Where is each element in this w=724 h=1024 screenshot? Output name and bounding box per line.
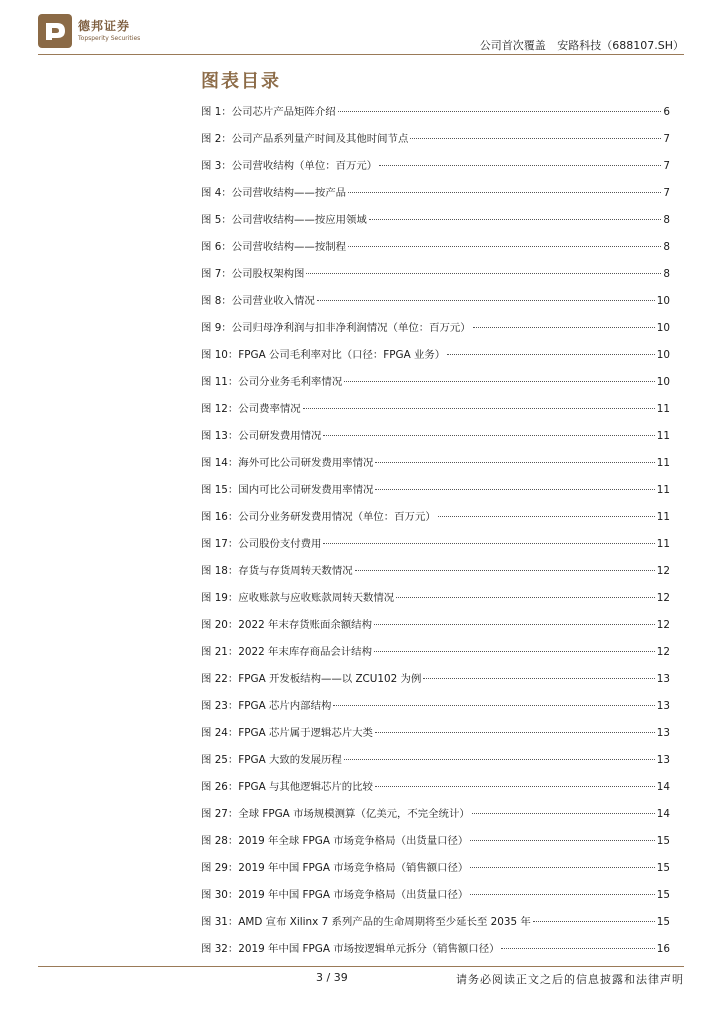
toc-entry-page: 13 <box>656 754 670 766</box>
toc-leader-dots <box>375 462 654 463</box>
toc-entry-page: 15 <box>656 889 670 901</box>
toc-entry-label: 图 22：FPGA 开发板结构——以 ZCU102 为例 <box>201 673 422 685</box>
toc-leader-dots <box>355 570 655 571</box>
toc-leader-dots <box>375 489 654 490</box>
toc-entry[interactable] <box>201 754 670 781</box>
toc-entry-page: 10 <box>656 349 670 361</box>
toc-leader-dots <box>344 759 655 760</box>
toc-entry-page: 11 <box>656 403 670 415</box>
toc-entry-label: 图 9：公司归母净利润与扣非净利润情况（单位：百万元） <box>201 322 471 334</box>
toc-entry-page: 7 <box>663 187 670 199</box>
page-header <box>0 0 724 62</box>
toc-entry-page: 10 <box>656 295 670 307</box>
toc-entry-page: 10 <box>656 376 670 388</box>
toc-leader-dots <box>410 138 661 139</box>
figure-toc-list <box>201 106 670 970</box>
toc-entry-page: 11 <box>656 484 670 496</box>
toc-entry-label: 图 2：公司产品系列量产时间及其他时间节点 <box>201 133 409 145</box>
toc-leader-dots <box>501 948 654 949</box>
toc-leader-dots <box>344 381 655 382</box>
toc-entry-label: 图 15：国内可比公司研发费用率情况 <box>201 484 374 496</box>
toc-entry-page: 7 <box>663 160 670 172</box>
toc-leader-dots <box>533 921 655 922</box>
toc-entry-label: 图 20：2022 年末存货账面余额结构 <box>201 619 372 631</box>
toc-entry[interactable] <box>201 835 670 862</box>
toc-entry-label: 图 8：公司营业收入情况 <box>201 295 315 307</box>
toc-entry[interactable] <box>201 268 670 295</box>
toc-leader-dots <box>374 624 655 625</box>
toc-entry[interactable] <box>201 187 670 214</box>
toc-entry-label: 图 18：存货与存货周转天数情况 <box>201 565 353 577</box>
report-meta <box>472 37 684 53</box>
toc-entry-label: 图 7：公司股权架构图 <box>201 268 305 280</box>
toc-entry-page: 11 <box>656 538 670 550</box>
logo-english-name: Topsperity Securities <box>78 35 141 42</box>
toc-entry[interactable] <box>201 646 670 673</box>
toc-entry[interactable] <box>201 349 670 376</box>
toc-entry[interactable] <box>201 862 670 889</box>
toc-entry[interactable] <box>201 673 670 700</box>
toc-entry[interactable] <box>201 889 670 916</box>
toc-entry[interactable] <box>201 538 670 565</box>
toc-entry-page: 11 <box>656 430 670 442</box>
toc-leader-dots <box>447 354 655 355</box>
toc-entry-label: 图 31：AMD 宣布 Xilinx 7 系列产品的生命周期将至少延长至 2035 年 <box>201 916 531 928</box>
toc-leader-dots <box>333 705 654 706</box>
toc-entry-label: 图 16：公司分业务研发费用情况（单位：百万元） <box>201 511 436 523</box>
toc-leader-dots <box>375 732 655 733</box>
toc-entry-label: 图 19：应收账款与应收账款周转天数情况 <box>201 592 395 604</box>
toc-entry-page: 11 <box>656 457 670 469</box>
toc-entry[interactable] <box>201 376 670 403</box>
toc-entry-label: 图 26：FPGA 与其他逻辑芯片的比较 <box>201 781 373 793</box>
toc-entry[interactable] <box>201 592 670 619</box>
company-logo <box>38 14 208 48</box>
logo-chinese-name: 德邦证券 <box>78 19 131 33</box>
toc-entry-page: 7 <box>663 133 670 145</box>
toc-entry-label: 图 6：公司营收结构——按制程 <box>201 241 346 253</box>
toc-leader-dots <box>470 867 654 868</box>
toc-entry-page: 13 <box>656 727 670 739</box>
toc-entry-label: 图 29：2019 年中国 FPGA 市场竞争格局（销售额口径） <box>201 862 469 874</box>
toc-leader-dots <box>374 651 655 652</box>
toc-entry-page: 8 <box>663 214 670 226</box>
toc-entry-label: 图 12：公司费率情况 <box>201 403 301 415</box>
toc-entry-page: 8 <box>663 268 670 280</box>
toc-entry-page: 12 <box>656 592 670 604</box>
toc-entry[interactable] <box>201 295 670 322</box>
toc-leader-dots <box>423 678 654 679</box>
toc-entry[interactable] <box>201 430 670 457</box>
toc-leader-dots <box>438 516 655 517</box>
toc-entry-page: 11 <box>656 511 670 523</box>
toc-entry-label: 图 4：公司营收结构——按产品 <box>201 187 346 199</box>
toc-entry-page: 13 <box>656 673 670 685</box>
toc-entry-page: 13 <box>656 700 670 712</box>
toc-entry-label: 图 14：海外可比公司研发费用率情况 <box>201 457 374 469</box>
toc-entry[interactable] <box>201 484 670 511</box>
toc-entry-label: 图 17：公司股份支付费用 <box>201 538 322 550</box>
toc-entry-page: 15 <box>656 916 670 928</box>
toc-entry[interactable] <box>201 214 670 241</box>
toc-entry[interactable] <box>201 781 670 808</box>
toc-entry-page: 15 <box>656 862 670 874</box>
toc-entry-page: 8 <box>663 241 670 253</box>
toc-entry-page: 14 <box>656 781 670 793</box>
report-type: 公司首次覆盖 <box>479 39 546 52</box>
toc-entry[interactable] <box>201 241 670 268</box>
toc-leader-dots <box>379 165 661 166</box>
toc-leader-dots <box>369 219 662 220</box>
toc-entry[interactable] <box>201 727 670 754</box>
toc-leader-dots <box>470 840 654 841</box>
toc-entry-label: 图 30：2019 年中国 FPGA 市场竞争格局（出货量口径） <box>201 889 469 901</box>
toc-entry[interactable] <box>201 511 670 538</box>
footer-divider <box>38 966 684 967</box>
toc-entry[interactable] <box>201 700 670 727</box>
toc-entry-label: 图 28：2019 年全球 FPGA 市场竞争格局（出货量口径） <box>201 835 469 847</box>
toc-leader-dots <box>375 786 655 787</box>
company-ticker: 安路科技（688107.SH） <box>557 39 684 52</box>
page-number: 3 / 39 <box>316 971 348 984</box>
toc-entry-label: 图 10：FPGA 公司毛利率对比（口径：FPGA 业务） <box>201 349 446 361</box>
toc-entry[interactable] <box>201 916 670 943</box>
toc-entry-page: 14 <box>656 808 670 820</box>
toc-entry-page: 16 <box>656 943 670 955</box>
toc-leader-dots <box>338 111 662 112</box>
toc-leader-dots <box>470 894 654 895</box>
toc-leader-dots <box>348 192 661 193</box>
toc-leader-dots <box>348 246 661 247</box>
toc-entry-label: 图 3：公司营收结构（单位：百万元） <box>201 160 378 172</box>
toc-entry[interactable] <box>201 457 670 484</box>
header-divider <box>38 54 684 55</box>
toc-entry[interactable] <box>201 322 670 349</box>
toc-entry[interactable] <box>201 106 670 133</box>
toc-entry[interactable] <box>201 808 670 835</box>
toc-entry-page: 6 <box>663 106 670 118</box>
toc-entry-label: 图 27：全球 FPGA 市场规模测算（亿美元，不完全统计） <box>201 808 470 820</box>
toc-entry-label: 图 21：2022 年末库存商品会计结构 <box>201 646 372 658</box>
toc-entry-page: 12 <box>656 646 670 658</box>
toc-leader-dots <box>323 543 654 544</box>
toc-leader-dots <box>317 300 655 301</box>
toc-entry-label: 图 11：公司分业务毛利率情况 <box>201 376 343 388</box>
toc-entry-page: 10 <box>656 322 670 334</box>
toc-title: 图表目录 <box>201 71 281 92</box>
toc-leader-dots <box>396 597 655 598</box>
legal-disclaimer: 请务必阅读正文之后的信息披露和法律声明 <box>456 973 684 986</box>
toc-leader-dots <box>306 273 661 274</box>
toc-entry-label: 图 25：FPGA 大致的发展历程 <box>201 754 342 766</box>
toc-entry-page: 12 <box>656 565 670 577</box>
toc-leader-dots <box>472 813 655 814</box>
toc-entry[interactable] <box>201 565 670 592</box>
toc-entry-label: 图 5：公司营收结构——按应用领域 <box>201 214 367 226</box>
toc-entry-page: 12 <box>656 619 670 631</box>
toc-entry-page: 15 <box>656 835 670 847</box>
toc-entry[interactable] <box>201 619 670 646</box>
toc-entry[interactable] <box>201 403 670 430</box>
toc-entry-label: 图 23：FPGA 芯片内部结构 <box>201 700 332 712</box>
toc-leader-dots <box>473 327 655 328</box>
toc-leader-dots <box>303 408 655 409</box>
toc-entry[interactable] <box>201 160 670 187</box>
toc-entry-label: 图 32：2019 年中国 FPGA 市场按逻辑单元拆分（销售额口径） <box>201 943 500 955</box>
toc-entry-label: 图 24：FPGA 芯片属于逻辑芯片大类 <box>201 727 373 739</box>
toc-entry-label: 图 1：公司芯片产品矩阵介绍 <box>201 106 336 118</box>
toc-entry[interactable] <box>201 133 670 160</box>
logo-mark-icon <box>38 14 72 48</box>
toc-entry-label: 图 13：公司研发费用情况 <box>201 430 322 442</box>
toc-leader-dots <box>323 435 654 436</box>
